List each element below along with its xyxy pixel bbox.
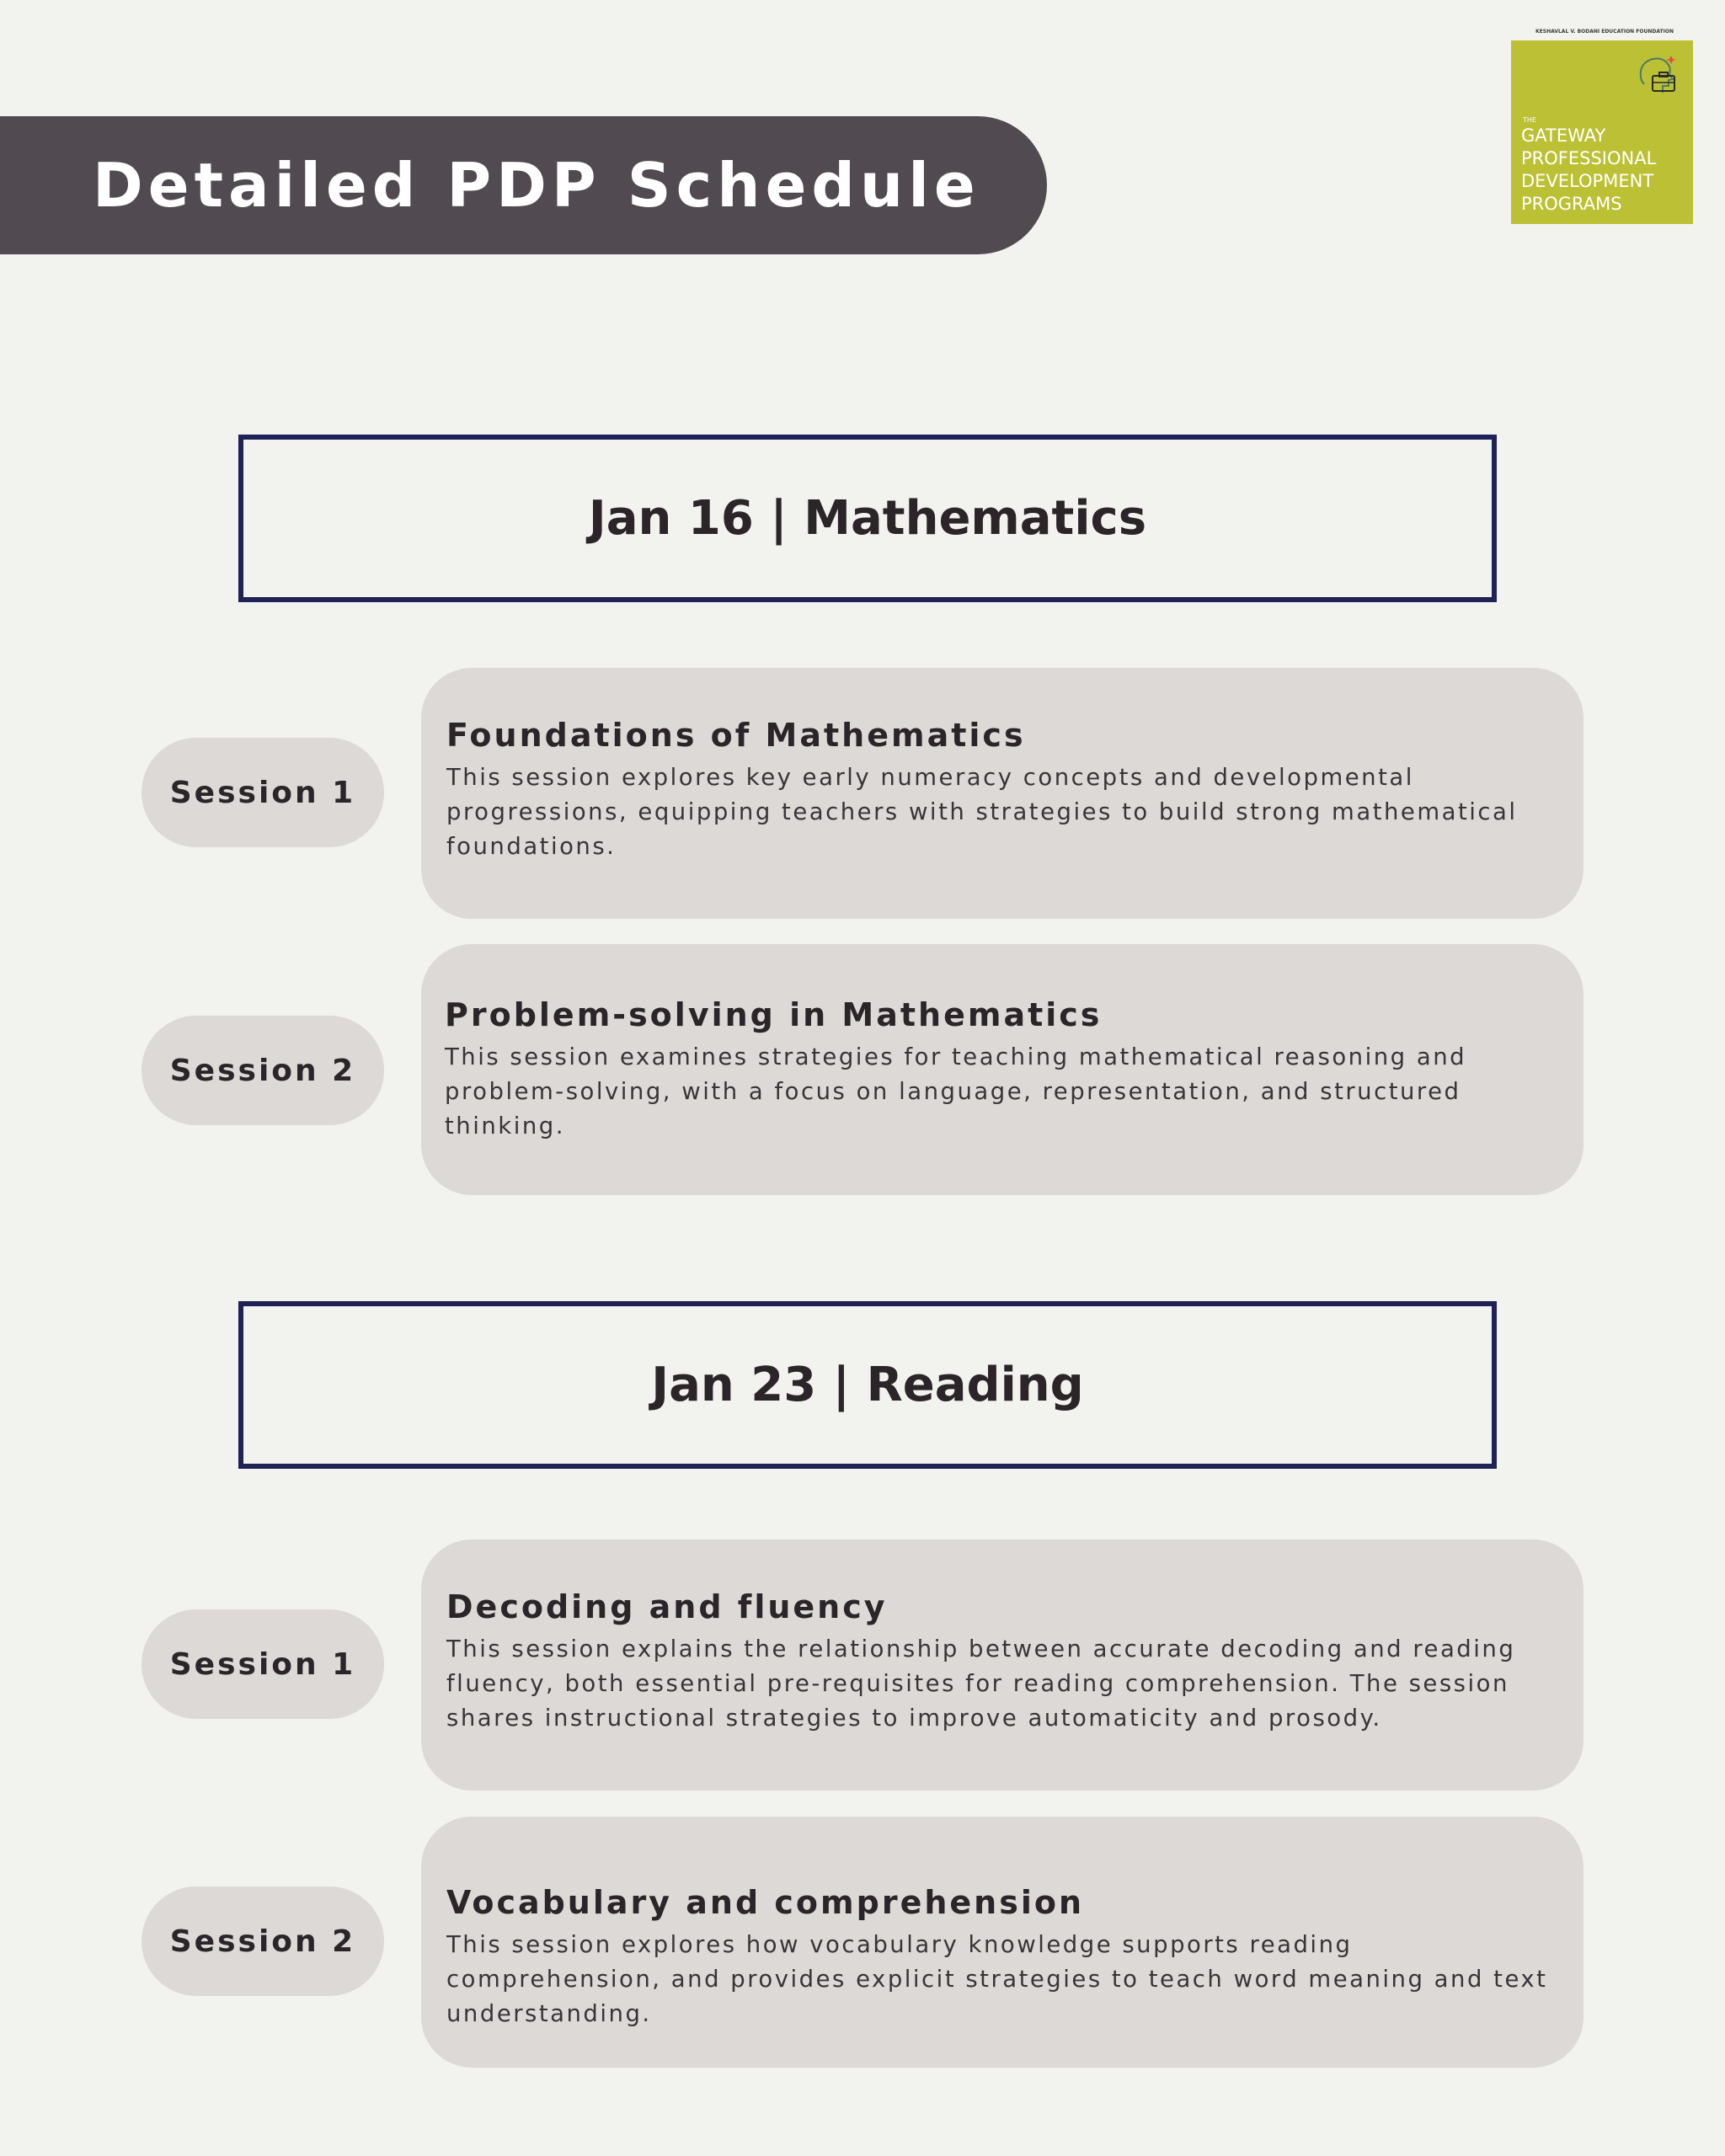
logo-caption: KESHAVLAL V. BODANI EDUCATION FOUNDATION <box>1535 29 1674 35</box>
session-description: This session explores key early numeracy concepts and developmental progressions, equipping teachers with strategies to build strong mathematical foundations. <box>446 764 1518 860</box>
session-title: Problem-solving in Mathematics <box>445 996 1103 1033</box>
session-description: This session examines strategies for teaching mathematical reasoning and problem-solving, with a focus on language, representation, and structured thinking. <box>445 1043 1467 1139</box>
session-label: Session 2 <box>142 1886 384 1996</box>
day-title: Jan 23 | Reading <box>651 1358 1084 1412</box>
header-banner <box>0 116 1047 254</box>
session-card <box>421 1817 1583 2068</box>
page-title: Detailed PDP Schedule <box>93 150 980 221</box>
session-card <box>421 668 1583 919</box>
session-card <box>421 1540 1583 1790</box>
logo-text: GATEWAY PROFESSIONAL DEVELOPMENT PROGRAMS <box>1521 125 1657 214</box>
day-title: Jan 16 | Mathematics <box>588 491 1147 546</box>
head-with-briefcase-icon <box>1632 51 1683 101</box>
day-header <box>238 435 1497 602</box>
logo-small-text: THE <box>1523 116 1536 124</box>
day-header <box>238 1301 1497 1469</box>
logo <box>1511 40 1693 224</box>
session-label: Session 1 <box>142 738 384 847</box>
session-title: Foundations of Mathematics <box>446 717 1026 754</box>
session-label: Session 2 <box>142 1016 384 1125</box>
session-title: Vocabulary and comprehension <box>446 1884 1085 1921</box>
session-description: This session explains the relationship between accurate decoding and reading fluency, both essential pre-requisites for reading comprehension. The session shares instructional strategies to improve automaticity and prosody. <box>446 1636 1516 1732</box>
session-card <box>421 944 1583 1195</box>
session-label: Session 1 <box>142 1609 384 1719</box>
session-title: Decoding and fluency <box>446 1588 888 1625</box>
session-description: This session explores how vocabulary knowledge supports reading comprehension, and provides explicit strategies to teach word meaning and text understanding. <box>446 1931 1548 2027</box>
